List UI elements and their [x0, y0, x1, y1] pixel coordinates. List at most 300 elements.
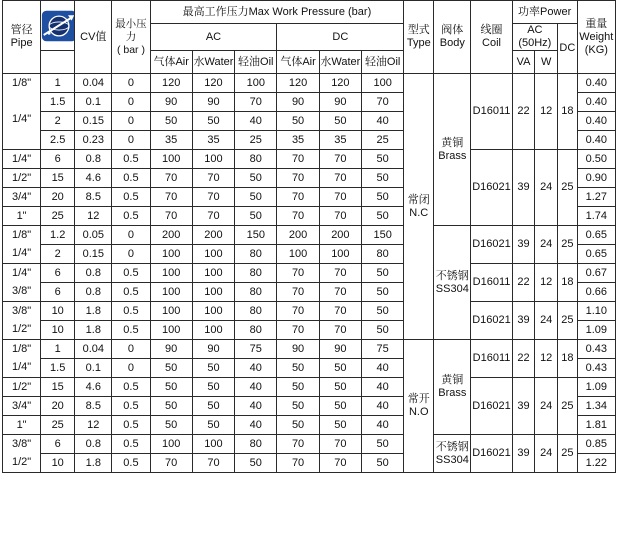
body-material-cell	[434, 74, 471, 226]
orifice-size: 1	[41, 340, 75, 359]
dc-oil-pressure: 50	[362, 435, 404, 454]
power-dc-header: DC	[558, 24, 578, 74]
table-row	[3, 435, 616, 454]
ac-air-pressure: 100	[150, 245, 192, 264]
body-material-en: Brass	[438, 387, 467, 399]
coil-w: 24	[535, 302, 558, 340]
coil-model: D16011	[471, 264, 512, 302]
ac-water-pressure: 70	[192, 188, 234, 207]
pipe-size: 1/4"	[11, 247, 32, 259]
ac-water-pressure: 70	[192, 169, 234, 188]
weight-kg: 0.67	[577, 264, 615, 283]
dc-oil-pressure: 50	[362, 169, 404, 188]
weight-kg: 1.34	[577, 397, 615, 416]
coil-w: 12	[535, 264, 558, 302]
ac-water-pressure: 70	[192, 207, 234, 226]
orifice-size: 1	[41, 74, 75, 93]
orifice-size: 6	[41, 150, 75, 169]
dc-oil-pressure: 50	[362, 302, 404, 321]
dc-water-pressure: 100	[319, 245, 361, 264]
coil-dc-w: 18	[558, 74, 578, 150]
dc-oil-pressure: 50	[362, 321, 404, 340]
body-header	[434, 1, 471, 74]
coil-w: 24	[535, 435, 558, 473]
dc-water-pressure: 50	[319, 378, 361, 397]
coil-dc-w: 18	[558, 340, 578, 378]
ac-oil-pressure: 50	[235, 188, 277, 207]
pipe-size: 1/4"	[11, 153, 32, 165]
pipe-size: 3/8"	[11, 438, 32, 450]
weight-header-en: Weight	[579, 30, 614, 43]
dc-water-pressure: 50	[319, 397, 361, 416]
min-pressure: 0	[112, 93, 150, 112]
cv-value: 0.04	[75, 74, 112, 93]
coil-dc-w: 25	[558, 435, 578, 473]
min-pressure: 0	[112, 359, 150, 378]
dc-oil-pressure: 50	[362, 264, 404, 283]
ac-oil-pressure: 50	[235, 207, 277, 226]
valve-type-en: N.O	[408, 406, 429, 418]
pipe-header	[3, 1, 41, 74]
min-pressure-header	[112, 1, 150, 74]
pipe-size: 1/8"	[11, 343, 32, 355]
dc-header: DC	[277, 24, 404, 51]
table-body	[3, 74, 616, 473]
dc-air-pressure: 50	[277, 112, 319, 131]
body-header-zh: 阀体	[441, 24, 464, 36]
orifice-size: 20	[41, 188, 75, 207]
ac-water-pressure: 35	[192, 131, 234, 150]
dc-water-header: 水Water	[319, 51, 361, 74]
dc-oil-pressure: 50	[362, 454, 404, 473]
valve-spec-table	[2, 0, 616, 473]
weight-kg: 0.90	[577, 169, 615, 188]
ac-water-pressure: 100	[192, 245, 234, 264]
body-material-cell	[434, 340, 471, 435]
dc-air-pressure: 120	[277, 74, 319, 93]
ac-air-header: 气体Air	[150, 51, 192, 74]
pipe-size	[3, 92, 40, 110]
cv-value: 1.8	[75, 454, 112, 473]
dc-oil-pressure: 70	[362, 93, 404, 112]
type-header-zh: 型式	[407, 24, 430, 36]
orifice-size: 20	[41, 397, 75, 416]
dc-oil-pressure: 40	[362, 416, 404, 435]
ac-water-pressure: 200	[192, 226, 234, 245]
ac-air-pressure: 70	[150, 169, 192, 188]
pipe-size: 1/8"	[11, 229, 32, 241]
dc-air-pressure: 100	[277, 245, 319, 264]
pipe-size-cell	[3, 226, 41, 264]
pipe-size: 3/4"	[11, 400, 32, 412]
dc-air-pressure: 50	[277, 397, 319, 416]
ac-oil-pressure: 80	[235, 435, 277, 454]
cv-value: 4.6	[75, 169, 112, 188]
ac-oil-pressure: 25	[235, 131, 277, 150]
ac-air-pressure: 50	[150, 359, 192, 378]
dc-oil-pressure: 25	[362, 131, 404, 150]
ac-water-pressure: 100	[192, 150, 234, 169]
dc-water-pressure: 70	[319, 302, 361, 321]
dc-water-pressure: 70	[319, 150, 361, 169]
orifice-size: 10	[41, 302, 75, 321]
orifice-size: 10	[41, 454, 75, 473]
ac-air-pressure: 100	[150, 435, 192, 454]
coil-dc-w: 25	[558, 150, 578, 226]
cv-value: 0.05	[75, 226, 112, 245]
orifice-size: 2.5	[41, 131, 75, 150]
weight-kg: 1.81	[577, 416, 615, 435]
dc-water-pressure: 70	[319, 207, 361, 226]
coil-w: 24	[535, 150, 558, 226]
dc-oil-pressure: 40	[362, 359, 404, 378]
dc-air-pressure: 70	[277, 188, 319, 207]
table-row	[3, 264, 616, 283]
type-header	[404, 1, 434, 74]
min-pressure: 0.5	[112, 378, 150, 397]
coil-va: 22	[512, 340, 535, 378]
ac-air-pressure: 70	[150, 188, 192, 207]
ac-water-pressure: 100	[192, 321, 234, 340]
ac-air-pressure: 35	[150, 131, 192, 150]
min-pressure: 0.5	[112, 435, 150, 454]
dc-oil-pressure: 50	[362, 207, 404, 226]
cv-value: 0.04	[75, 340, 112, 359]
dc-air-pressure: 50	[277, 378, 319, 397]
valve-type-cell	[404, 74, 434, 340]
ac-oil-pressure: 80	[235, 302, 277, 321]
dc-water-pressure: 50	[319, 359, 361, 378]
body-material-en: SS304	[435, 453, 469, 466]
ac-air-pressure: 100	[150, 150, 192, 169]
ac-50hz-header	[512, 24, 557, 51]
coil-dc-w: 25	[558, 378, 578, 435]
ac-air-pressure: 100	[150, 283, 192, 302]
ac-air-pressure: 120	[150, 74, 192, 93]
dc-oil-pressure: 40	[362, 112, 404, 131]
coil-va: 39	[512, 435, 535, 473]
coil-w: 24	[535, 378, 558, 435]
dc-air-pressure: 70	[277, 169, 319, 188]
pipe-size: 1/8"	[11, 77, 32, 89]
pipe-size: 1/2"	[11, 381, 32, 393]
cv-value: 8.5	[75, 397, 112, 416]
ac-water-pressure: 120	[192, 74, 234, 93]
ac-oil-pressure: 75	[235, 340, 277, 359]
min-pressure-header-line2: 力	[125, 30, 137, 43]
table-row	[3, 378, 616, 397]
weight-kg: 0.65	[577, 226, 615, 245]
table-row	[3, 340, 616, 359]
body-material-en: SS304	[435, 282, 469, 295]
dc-oil-pressure: 50	[362, 283, 404, 302]
dc-water-pressure: 200	[319, 226, 361, 245]
valve-type-zh: 常闭	[407, 193, 430, 206]
body-material-zh: 黄铜	[441, 374, 464, 386]
power-header: 功率Power	[512, 1, 577, 24]
cv-value: 0.8	[75, 264, 112, 283]
coil-header	[471, 1, 512, 74]
min-pressure: 0	[112, 74, 150, 93]
dc-air-pressure: 90	[277, 93, 319, 112]
dc-air-pressure: 50	[277, 416, 319, 435]
ac-oil-pressure: 40	[235, 112, 277, 131]
type-header-en: Type	[406, 37, 431, 49]
dc-water-pressure: 70	[319, 321, 361, 340]
orifice-size: 6	[41, 264, 75, 283]
orifice-size: 2	[41, 245, 75, 264]
orifice-size: 6	[41, 435, 75, 454]
logo-cell	[41, 1, 75, 51]
pipe-header-zh: 管径	[10, 24, 33, 36]
orifice-size: 15	[41, 378, 75, 397]
ac-air-pressure: 90	[150, 340, 192, 359]
body-header-en: Body	[439, 37, 465, 49]
ac-air-pressure: 70	[150, 207, 192, 226]
ac-50hz-header-line2: (50Hz)	[518, 37, 552, 49]
body-material-cell	[434, 435, 471, 473]
pipe-size: 1/2"	[11, 456, 32, 468]
dc-water-pressure: 90	[319, 340, 361, 359]
cv-header: CV值	[75, 1, 112, 74]
body-material-en: Brass	[438, 149, 467, 162]
pipe-size-cell	[3, 378, 41, 397]
min-pressure: 0.5	[112, 397, 150, 416]
orifice-size: 25	[41, 416, 75, 435]
dc-air-pressure: 200	[277, 226, 319, 245]
dc-air-pressure: 50	[277, 359, 319, 378]
pipe-size: 3/8"	[11, 285, 32, 297]
cv-value: 0.1	[75, 359, 112, 378]
logo-below-cell	[41, 51, 75, 74]
ac-water-pressure: 90	[192, 93, 234, 112]
weight-header-zh: 重量	[585, 17, 608, 30]
min-pressure: 0.5	[112, 188, 150, 207]
cv-value: 0.23	[75, 131, 112, 150]
dc-air-pressure: 70	[277, 302, 319, 321]
orifice-size: 1.2	[41, 226, 75, 245]
ac-oil-pressure: 100	[235, 74, 277, 93]
brand-logo	[41, 9, 75, 43]
pipe-size-cell	[3, 188, 41, 207]
ac-water-pressure: 100	[192, 435, 234, 454]
ac-50hz-header-line1: AC	[527, 24, 543, 36]
ac-air-pressure: 50	[150, 112, 192, 131]
table-row	[3, 74, 616, 93]
body-material-zh: 不锈钢	[435, 440, 469, 453]
weight-kg: 0.40	[577, 112, 615, 131]
dc-air-pressure: 35	[277, 131, 319, 150]
pipe-size-cell	[3, 302, 41, 340]
ac-oil-pressure: 70	[235, 93, 277, 112]
coil-va: 22	[512, 74, 535, 150]
coil-model: D16021	[471, 435, 512, 473]
orifice-size: 25	[41, 207, 75, 226]
coil-va: 39	[512, 302, 535, 340]
ac-water-pressure: 50	[192, 397, 234, 416]
ac-water-header: 水Water	[192, 51, 234, 74]
min-pressure: 0	[112, 226, 150, 245]
pipe-size-cell	[3, 150, 41, 169]
dc-water-pressure: 70	[319, 169, 361, 188]
pipe-size: 1/4"	[11, 267, 32, 279]
cv-value: 0.8	[75, 283, 112, 302]
dc-air-pressure: 70	[277, 454, 319, 473]
weight-kg: 0.40	[577, 93, 615, 112]
ac-oil-pressure: 80	[235, 264, 277, 283]
cv-value: 8.5	[75, 188, 112, 207]
coil-header-zh: 线圈	[480, 24, 503, 36]
min-pressure: 0.5	[112, 321, 150, 340]
body-material-cell	[434, 226, 471, 340]
orifice-size: 15	[41, 169, 75, 188]
weight-kg: 1.09	[577, 378, 615, 397]
pipe-size: 1/2"	[11, 172, 32, 184]
ac-air-pressure: 50	[150, 397, 192, 416]
cv-value: 12	[75, 416, 112, 435]
cv-value: 12	[75, 207, 112, 226]
orifice-size: 1.5	[41, 359, 75, 378]
pipe-size-cell	[3, 207, 41, 226]
ac-air-pressure: 50	[150, 416, 192, 435]
cv-value: 0.8	[75, 150, 112, 169]
ac-air-pressure: 50	[150, 378, 192, 397]
pipe-size-cell	[3, 264, 41, 302]
valve-type-zh: 常开	[407, 393, 430, 405]
ac-air-pressure: 200	[150, 226, 192, 245]
coil-va: 39	[512, 226, 535, 264]
coil-dc-w: 25	[558, 302, 578, 340]
body-material-zh: 黄铜	[441, 136, 464, 149]
ac-oil-pressure: 40	[235, 359, 277, 378]
dc-air-header: 气体Air	[277, 51, 319, 74]
ac-oil-pressure: 40	[235, 416, 277, 435]
orifice-size: 10	[41, 321, 75, 340]
coil-model: D16021	[471, 150, 512, 226]
valve-type-cell	[404, 340, 434, 473]
coil-model: D16021	[471, 378, 512, 435]
min-pressure: 0.5	[112, 283, 150, 302]
coil-va: 39	[512, 378, 535, 435]
coil-w: 24	[535, 226, 558, 264]
weight-header-unit: (KG)	[584, 43, 608, 56]
dc-oil-pressure: 100	[362, 74, 404, 93]
ac-oil-pressure: 80	[235, 245, 277, 264]
ac-air-pressure: 100	[150, 264, 192, 283]
weight-kg: 1.10	[577, 302, 615, 321]
weight-kg: 0.66	[577, 283, 615, 302]
dc-oil-pressure: 50	[362, 188, 404, 207]
weight-kg: 1.09	[577, 321, 615, 340]
dc-water-pressure: 90	[319, 93, 361, 112]
dc-water-pressure: 70	[319, 188, 361, 207]
cv-value: 0.15	[75, 245, 112, 264]
ac-oil-pressure: 80	[235, 321, 277, 340]
coil-w: 12	[535, 74, 558, 150]
weight-header	[577, 1, 615, 74]
cv-value: 0.15	[75, 112, 112, 131]
dc-water-pressure: 70	[319, 454, 361, 473]
orifice-size: 2	[41, 112, 75, 131]
weight-kg: 0.43	[577, 359, 615, 378]
pipe-size-cell	[3, 435, 41, 473]
orifice-size: 6	[41, 283, 75, 302]
va-header: VA	[512, 51, 535, 74]
min-pressure-header-line1: 最小压	[115, 17, 147, 30]
dc-water-pressure: 50	[319, 112, 361, 131]
max-pressure-header: 最高工作压力Max Work Pressure (bar)	[150, 1, 404, 24]
table-row	[3, 226, 616, 245]
ac-air-pressure: 100	[150, 302, 192, 321]
ac-header: AC	[150, 24, 277, 51]
min-pressure-header-line3: ( bar )	[116, 43, 145, 56]
dc-air-pressure: 90	[277, 340, 319, 359]
valve-type-en: N.C	[409, 206, 429, 219]
weight-kg: 0.65	[577, 245, 615, 264]
coil-dc-w: 25	[558, 226, 578, 264]
weight-kg: 0.40	[577, 131, 615, 150]
dc-oil-header: 轻油Oil	[362, 51, 404, 74]
dc-air-pressure: 70	[277, 150, 319, 169]
cv-value: 0.8	[75, 435, 112, 454]
dc-air-pressure: 70	[277, 283, 319, 302]
coil-header-en: Coil	[482, 37, 501, 49]
coil-model: D16021	[471, 302, 512, 340]
min-pressure: 0.5	[112, 169, 150, 188]
min-pressure: 0.5	[112, 302, 150, 321]
table-row	[3, 150, 616, 169]
weight-kg: 0.43	[577, 340, 615, 359]
ac-water-pressure: 50	[192, 416, 234, 435]
w-header: W	[535, 51, 558, 74]
ac-oil-pressure: 80	[235, 283, 277, 302]
min-pressure: 0.5	[112, 416, 150, 435]
weight-kg: 0.50	[577, 150, 615, 169]
ac-air-pressure: 70	[150, 454, 192, 473]
coil-model: D16011	[471, 340, 512, 378]
ac-oil-pressure: 50	[235, 169, 277, 188]
min-pressure: 0.5	[112, 150, 150, 169]
body-material-zh: 不锈钢	[435, 269, 469, 282]
cv-value: 1.8	[75, 302, 112, 321]
min-pressure: 0	[112, 131, 150, 150]
pipe-size: 3/4"	[11, 191, 32, 203]
dc-air-pressure: 70	[277, 264, 319, 283]
pipe-size-cell	[3, 340, 41, 378]
dc-water-pressure: 120	[319, 74, 361, 93]
ac-oil-pressure: 40	[235, 378, 277, 397]
coil-va: 39	[512, 150, 535, 226]
dc-air-pressure: 70	[277, 207, 319, 226]
dc-air-pressure: 70	[277, 435, 319, 454]
weight-kg: 1.27	[577, 188, 615, 207]
coil-model: D16011	[471, 74, 512, 150]
pipe-header-en: Pipe	[10, 37, 33, 49]
min-pressure: 0.5	[112, 207, 150, 226]
ac-air-pressure: 100	[150, 321, 192, 340]
pipe-size-cell	[3, 416, 41, 435]
dc-oil-pressure: 150	[362, 226, 404, 245]
dc-oil-pressure: 80	[362, 245, 404, 264]
weight-kg: 0.40	[577, 74, 615, 93]
dc-water-pressure: 50	[319, 416, 361, 435]
coil-dc-w: 18	[558, 264, 578, 302]
cv-value: 1.8	[75, 321, 112, 340]
dc-oil-pressure: 75	[362, 340, 404, 359]
dc-water-pressure: 70	[319, 435, 361, 454]
ac-water-pressure: 50	[192, 378, 234, 397]
dc-water-pressure: 70	[319, 264, 361, 283]
